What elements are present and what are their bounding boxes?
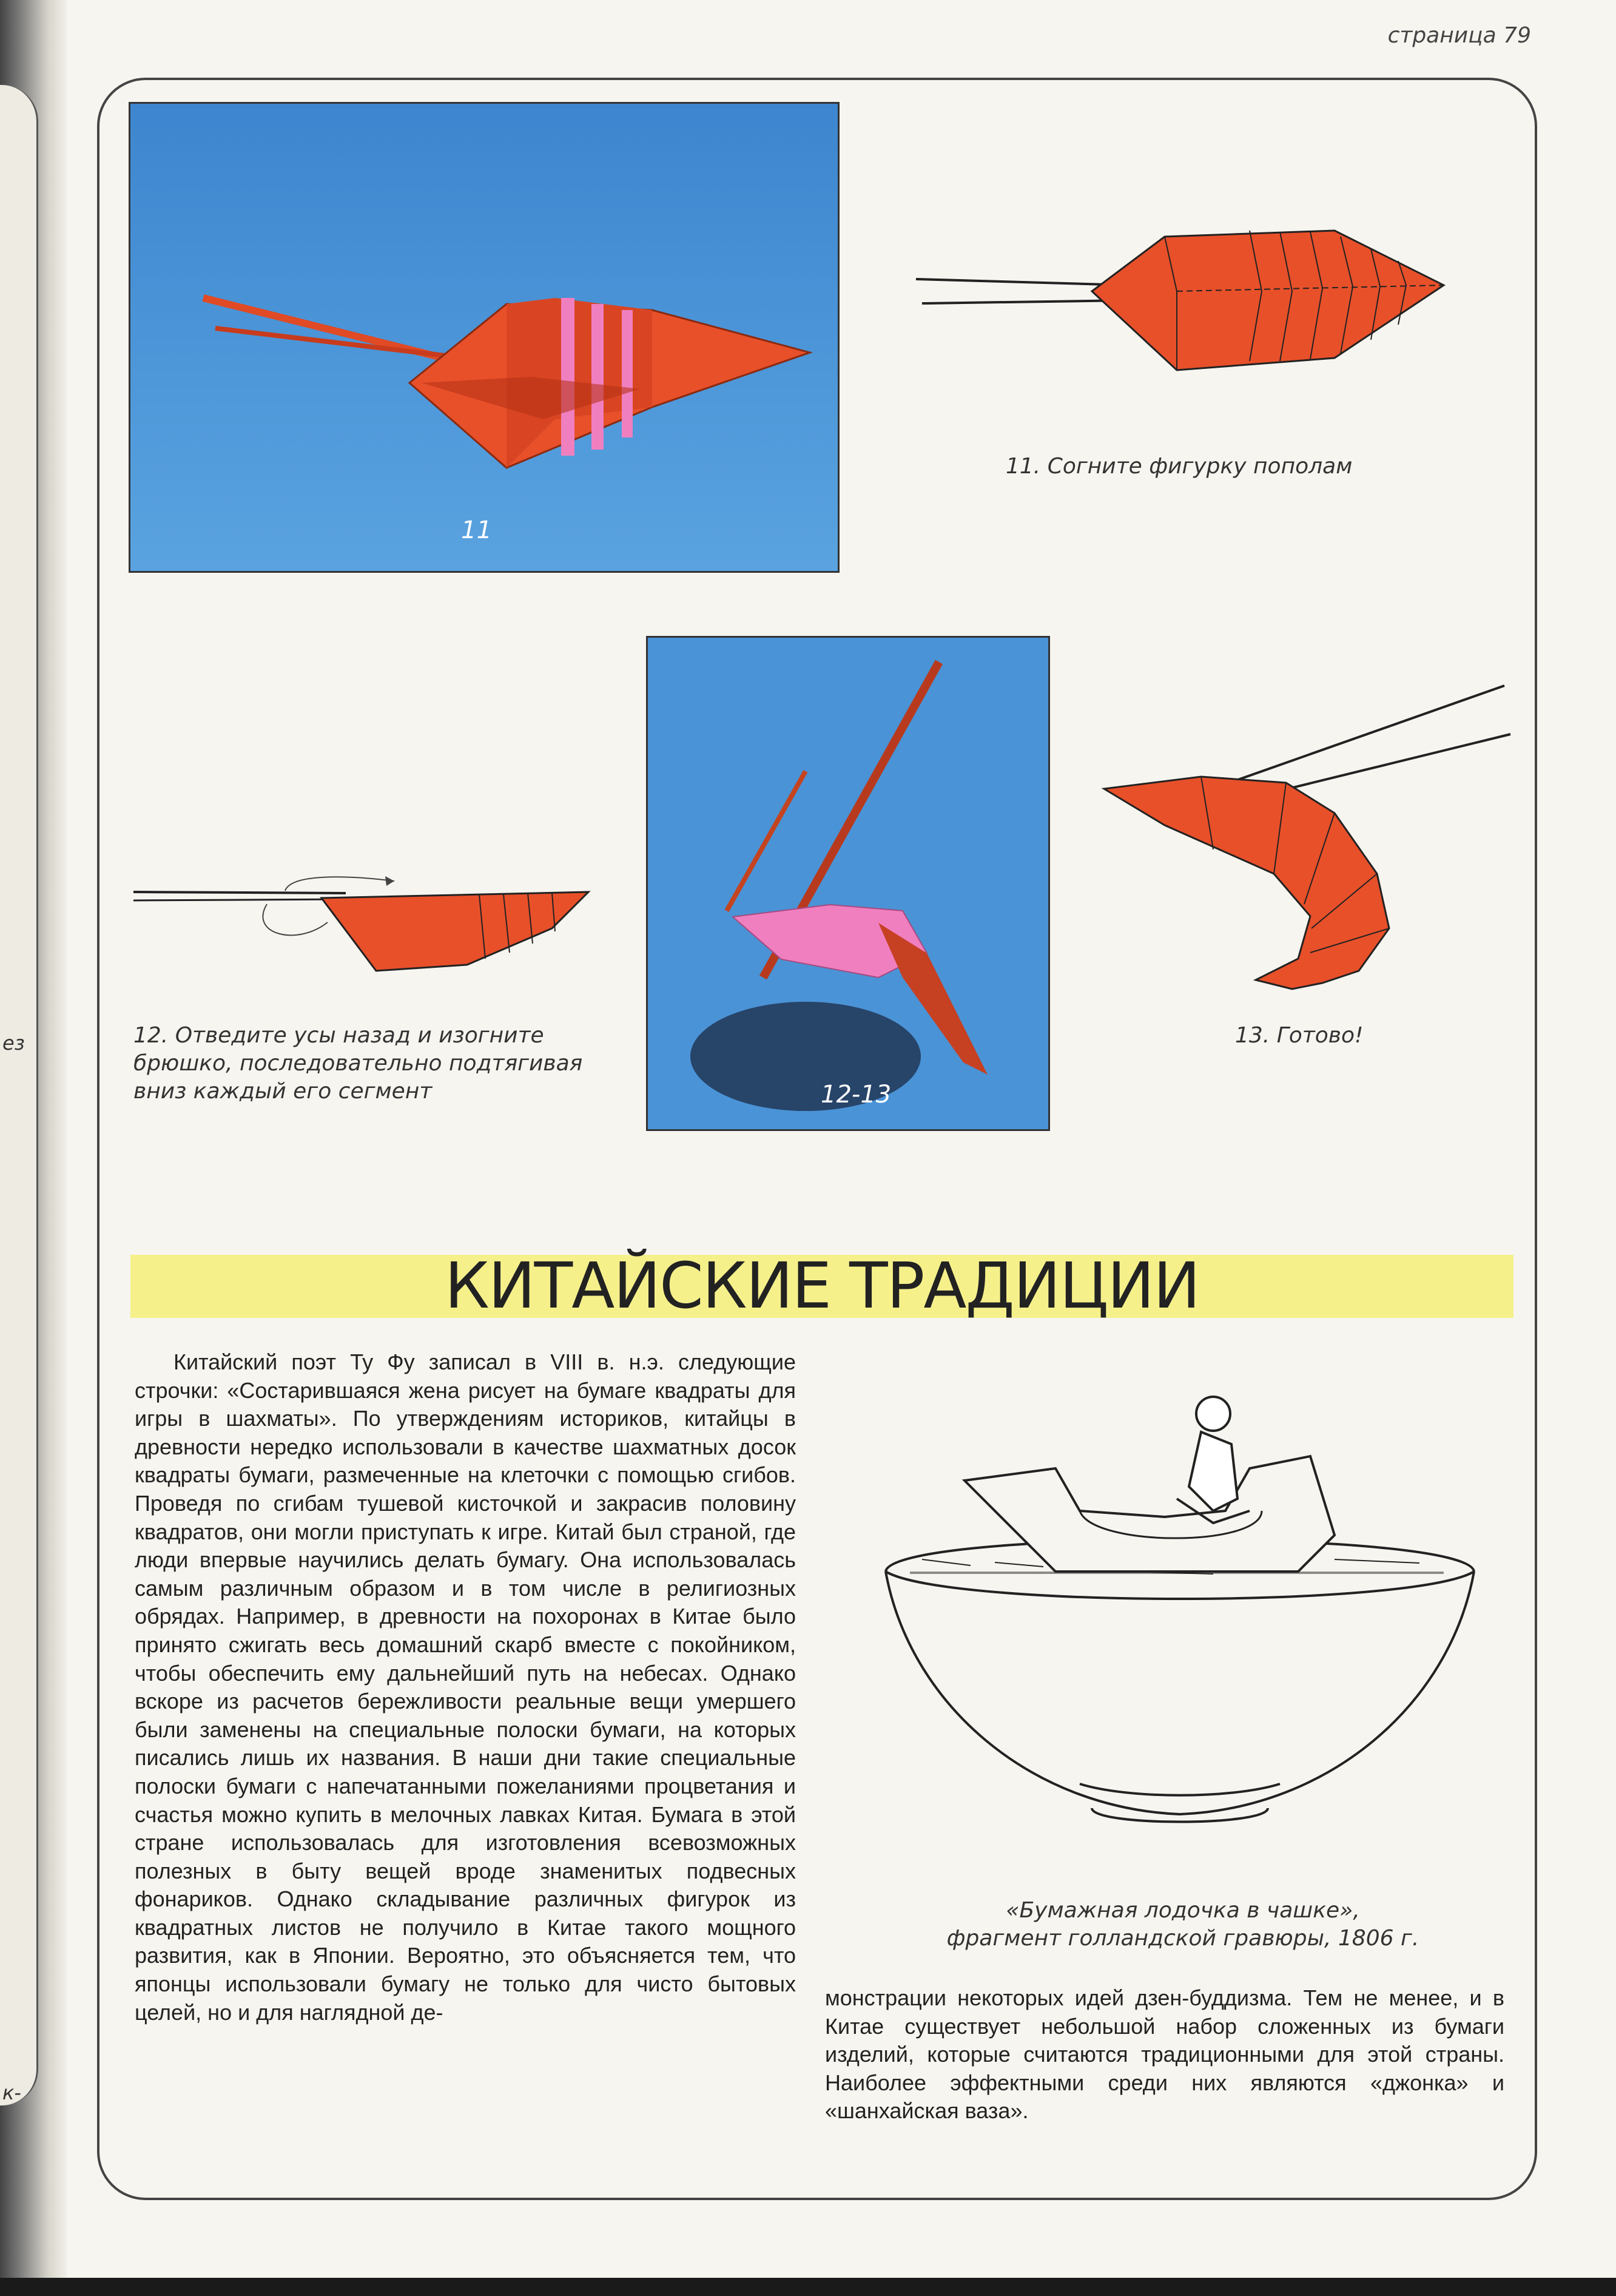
facing-page-edge <box>0 85 38 2105</box>
diagram-step-12-antennae-back <box>127 868 613 989</box>
article-column-2: монстрации некоторых идей дзен-буддизма. Тем не менее, и в Китае существует небольшой набор сложенных из бумаги изделий, которые считаются традиционными для этой страны. Наиболее эффектными среди них являются «джонка» и «шанхайская ваза». <box>825 1985 1504 2124</box>
article-column-1: Китайский поэт Ту Фу записал в VIII в. н.э. следующие строчки: «Состарившаяся жена рисует на бумаге квадраты для игры в шахматы». По утверждениям историков, китайцы в древности нередко использовали в качестве шахматных досок квадраты бумаги, размеченные на клеточки с помощью сгибов. Проведя по сгибам тушевой кисточкой и закрасив половину квадратов, они могли приступать к игре. Китай был страной, где люди впервые научились делать бумагу. Она использовалась самым различным образом и в том числе в религиозных обрядах. Например, в древности на похоронах в Китае было принято сжигать весь домашний скарб вместе с покойником, чтобы обеспечить ему дальнейший путь на небесах. Однако вскоре из расчетов бережливости реальные вещи умершего были заменены на специальные полоски бумаги, на которых писались лишь их названия. В наши дни такие специальные полоски бумаги с напечатанными пожеланиями процветания и счастья можно купить в мелочных лавках Китая. Бумага в этой стране использовалась для изготовления всевозможных полезных в быту вещей вроде знаменитых подвесных фонариков. Однако складывание различных фигурок из квадратных листов не получило в Китае такого мощного развития, как в Японии. Вероятно, это объясняется тем, что японцы использовали бумагу не только для чисто бытовых целей, но и для наглядной де- <box>135 1349 796 2025</box>
photo-step-12-13 <box>646 636 1050 1131</box>
origami-shrimp-folded-photo <box>130 104 838 571</box>
engraving-caption-line-1: «Бумажная лодочка в чашке», <box>1006 1898 1360 1923</box>
photo-number-label: 12-13 <box>821 1081 892 1109</box>
page-number: страница 79 <box>1387 23 1531 48</box>
scan-bottom-edge <box>0 2278 1616 2296</box>
step-13-caption: 13. Готово! <box>1235 1023 1364 1048</box>
engraving-caption-line-2: фрагмент голландской гравюры, 1806 г. <box>946 1926 1419 1951</box>
step-11-caption: 11. Согните фигурку пополам <box>1006 454 1353 479</box>
section-title: КИТАЙСКИЕ ТРАДИЦИИ <box>445 1249 1199 1323</box>
step-12-caption: 12. Отведите усы назад и изогните брюшко, последовательно подтягивая вниз каждый его сегмент <box>133 1023 583 1104</box>
diagram-step-13-finished-shrimp <box>1092 674 1517 1001</box>
photo-step-11 <box>129 102 840 573</box>
facing-page-text-fragment: к- <box>2 2081 21 2104</box>
diagram-step-11-folded-shrimp <box>910 194 1468 394</box>
origami-shrimp-finished-photo <box>648 638 1048 1129</box>
facing-page-text-fragment: ез <box>2 1032 25 1055</box>
photo-number-label: 11 <box>461 516 492 544</box>
engraving-paper-boat-in-bowl <box>874 1389 1486 1851</box>
engraving-caption <box>892 1897 1474 1953</box>
